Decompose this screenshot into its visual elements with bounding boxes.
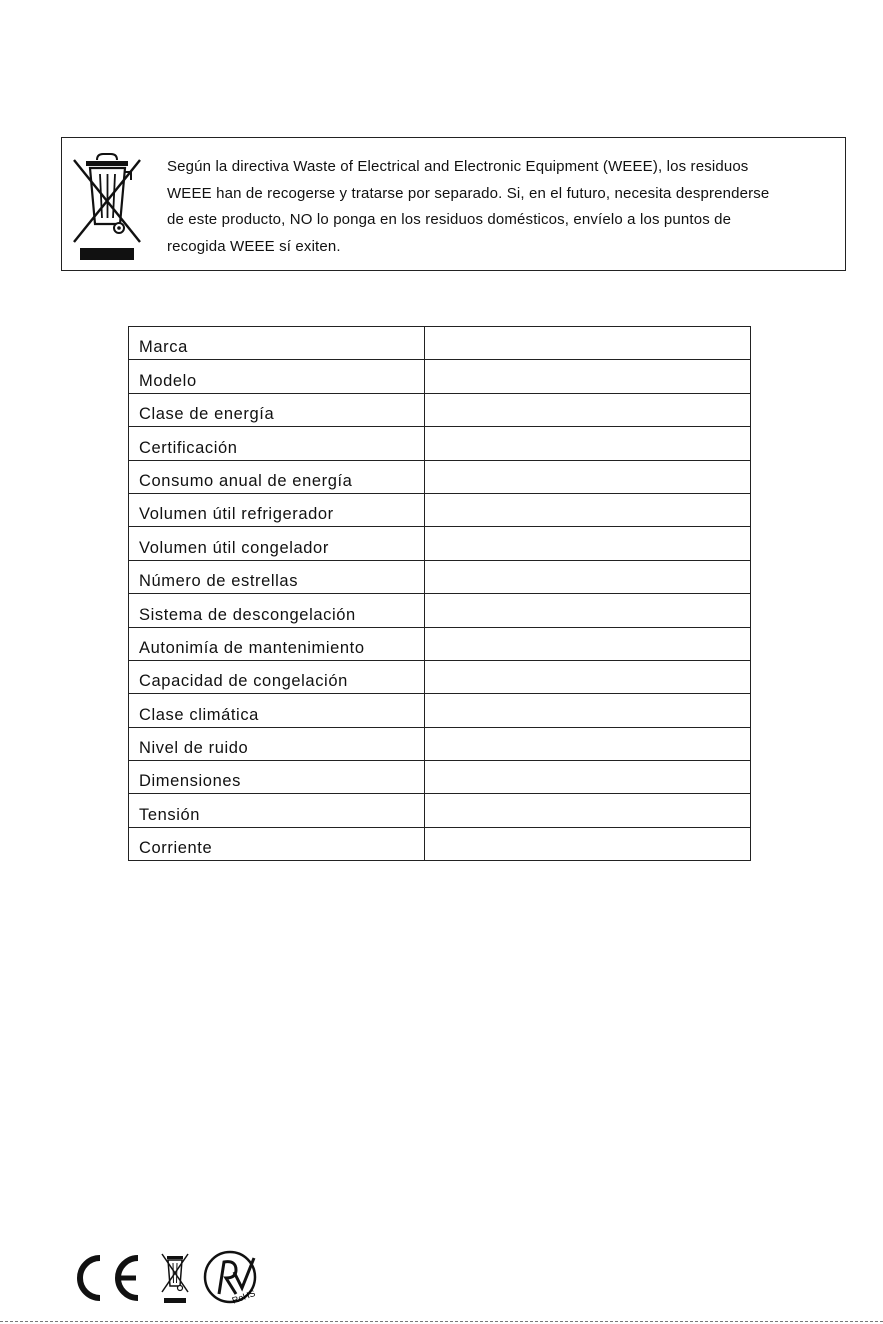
spec-value <box>425 727 751 760</box>
spec-label: Tensión <box>129 794 425 827</box>
weee-notice-line: Según la directiva Waste of Electrical and Electronic Equipment (WEEE), los residuos <box>167 158 749 175</box>
spec-label: Capacidad de congelación <box>129 660 425 693</box>
spec-row <box>129 560 751 593</box>
spec-row <box>129 827 751 860</box>
spec-label: Sistema de descongelación <box>129 594 425 627</box>
spec-label: Nivel de ruido <box>129 727 425 760</box>
spec-row <box>129 761 751 794</box>
ce-mark-icon <box>80 1258 138 1298</box>
spec-value <box>425 794 751 827</box>
spec-row <box>129 393 751 426</box>
spec-row <box>129 660 751 693</box>
weee-notice-line: de este producto, NO lo ponga en los residuos domésticos, envíelo a los puntos de <box>167 211 732 228</box>
spec-label: Consumo anual de energía <box>129 460 425 493</box>
spec-table-body <box>129 327 751 861</box>
spec-row <box>129 360 751 393</box>
spec-value <box>425 627 751 660</box>
crossed-out-wheelie-bin-icon <box>162 1254 188 1303</box>
weee-notice-text <box>167 154 847 260</box>
spec-label: Volumen útil congelador <box>129 527 425 560</box>
spec-value <box>425 761 751 794</box>
spec-row <box>129 594 751 627</box>
spec-row <box>129 694 751 727</box>
spec-row <box>129 527 751 560</box>
spec-value <box>425 427 751 460</box>
spec-label: Clase climática <box>129 694 425 727</box>
spec-row <box>129 493 751 526</box>
spec-value <box>425 827 751 860</box>
spec-value <box>425 327 751 360</box>
spec-value <box>425 594 751 627</box>
spec-value <box>425 460 751 493</box>
spec-label: Corriente <box>129 827 425 860</box>
spec-row <box>129 327 751 360</box>
rohs-mark-icon <box>205 1252 257 1306</box>
spec-label: Clase de energía <box>129 393 425 426</box>
spec-label: Marca <box>129 327 425 360</box>
spec-value <box>425 694 751 727</box>
spec-value <box>425 560 751 593</box>
spec-row <box>129 460 751 493</box>
spec-value <box>425 493 751 526</box>
weee-notice-line: WEEE han de recogerse y tratarse por separado. Si, en el futuro, necesita desprenderse <box>167 184 770 202</box>
spec-value <box>425 660 751 693</box>
spec-value <box>425 360 751 393</box>
spec-row <box>129 727 751 760</box>
spec-label: Autonimía de mantenimiento <box>129 627 425 660</box>
spec-value <box>425 393 751 426</box>
spec-row <box>129 794 751 827</box>
spec-label: Certificación <box>129 427 425 460</box>
spec-row <box>129 427 751 460</box>
spec-value <box>425 527 751 560</box>
spec-label: Modelo <box>129 360 425 393</box>
certification-logos <box>70 1248 270 1308</box>
spec-table <box>128 326 751 861</box>
crossed-out-wheelie-bin-icon <box>70 150 144 262</box>
spec-label: Volumen útil refrigerador <box>129 493 425 526</box>
spec-label: Dimensiones <box>129 761 425 794</box>
spec-label: Número de estrellas <box>129 560 425 593</box>
page-bottom-rule <box>0 1321 883 1322</box>
weee-notice-line: recogida WEEE sí exiten. <box>167 237 341 255</box>
weee-notice-box <box>61 137 846 271</box>
spec-row <box>129 627 751 660</box>
rohs-label: RoHS <box>230 1288 257 1306</box>
